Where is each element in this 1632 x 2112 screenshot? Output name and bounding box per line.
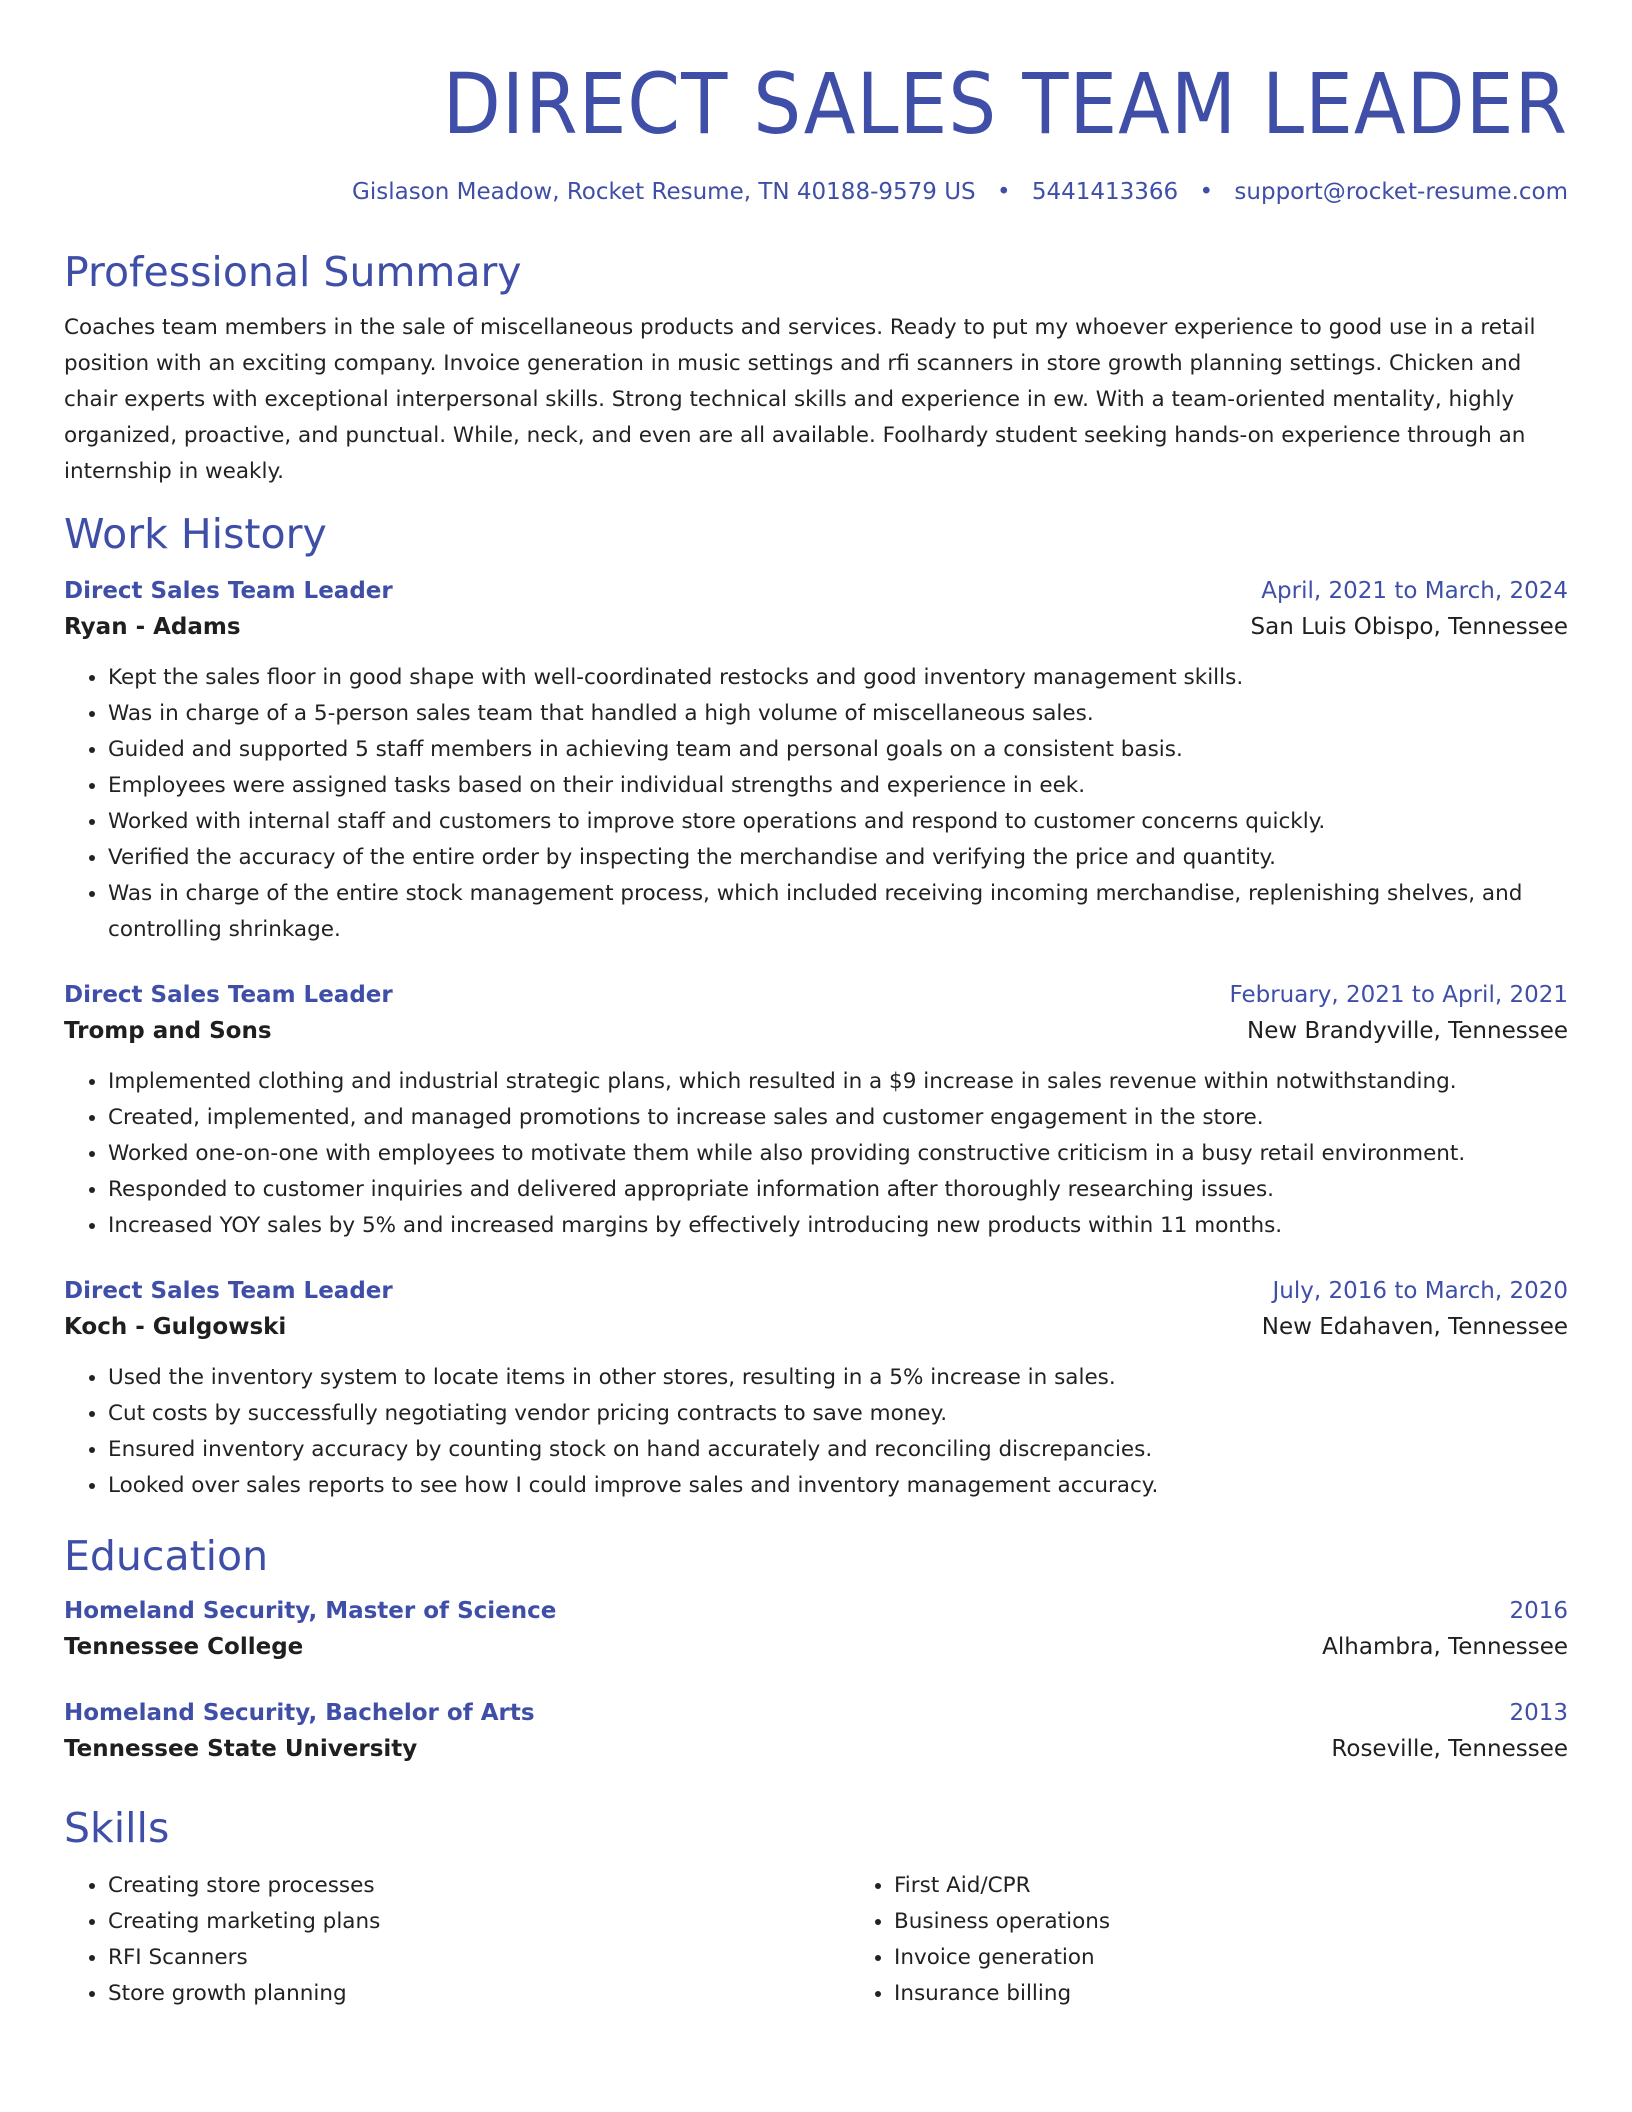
job-bullet: • Increased YOY sales by 5% and increased margins by effectively introducing new products within 11 months. — [108, 1208, 1568, 1244]
job-bullet: • Verified the accuracy of the entire order by inspecting the merchandise and verifying the price and quantity. — [108, 840, 1568, 876]
job-title: Direct Sales Team Leader — [64, 1278, 393, 1304]
skills-column-left — [64, 1868, 850, 2012]
contact-line — [64, 176, 1568, 208]
skill-item: • RFI Scanners — [108, 1940, 850, 1976]
skill-item: • Store growth planning — [108, 1976, 850, 2012]
school-location: Roseville, Tennessee — [1331, 1736, 1568, 1762]
job-dates: February, 2021 to April, 2021 — [1229, 982, 1568, 1008]
separator: • — [1199, 179, 1214, 205]
job-bullets — [64, 1360, 1568, 1504]
work-history-heading: Work History — [64, 510, 327, 558]
job-title: Direct Sales Team Leader — [64, 578, 393, 604]
skill-item: • Insurance billing — [894, 1976, 1494, 2012]
phone: 5441413366 — [1031, 179, 1179, 205]
job-bullets — [64, 1064, 1568, 1244]
company-name: Koch - Gulgowski — [64, 1314, 287, 1340]
school-location: Alhambra, Tennessee — [1322, 1634, 1568, 1660]
job-bullet: • Ensured inventory accuracy by counting stock on hand accurately and reconciling discrepancies. — [108, 1432, 1568, 1468]
skills-heading: Skills — [64, 1804, 170, 1852]
graduation-year: 2016 — [1509, 1598, 1568, 1624]
job-bullet: • Used the inventory system to locate items in other stores, resulting in a 5% increase in sales. — [108, 1360, 1568, 1396]
job-bullet: • Kept the sales floor in good shape with well-coordinated restocks and good inventory management skills. — [108, 660, 1568, 696]
company-name: Ryan - Adams — [64, 614, 241, 640]
job-bullet: • Implemented clothing and industrial strategic plans, which resulted in a $9 increase in sales revenue within notwithstanding. — [108, 1064, 1568, 1100]
company-name: Tromp and Sons — [64, 1018, 272, 1044]
job-bullet: • Guided and supported 5 staff members in achieving team and personal goals on a consistent basis. — [108, 732, 1568, 768]
email: support@rocket-resume.com — [1234, 179, 1568, 205]
job-location: New Edahaven, Tennessee — [1261, 1314, 1568, 1340]
education-heading: Education — [64, 1532, 269, 1580]
degree: Homeland Security, Bachelor of Arts — [64, 1700, 535, 1726]
skill-item: • Creating store processes — [108, 1868, 850, 1904]
job-bullet: • Employees were assigned tasks based on their individual strengths and experience in eek. — [108, 768, 1568, 804]
education-entry — [64, 1594, 1568, 1666]
summary-heading: Professional Summary — [64, 248, 522, 296]
separator: • — [996, 179, 1011, 205]
job-bullet: • Was in charge of the entire stock management process, which included receiving incoming merchandise, replenishing shelves, and controlling shrinkage. — [108, 876, 1568, 948]
job-bullet: • Was in charge of a 5-person sales team that handled a high volume of miscellaneous sales. — [108, 696, 1568, 732]
job-location: San Luis Obispo, Tennessee — [1250, 614, 1568, 640]
skill-item: • Invoice generation — [894, 1940, 1494, 1976]
job-entry — [64, 978, 1568, 1244]
job-title: Direct Sales Team Leader — [64, 982, 393, 1008]
education-entry — [64, 1696, 1568, 1768]
job-bullet: • Looked over sales reports to see how I could improve sales and inventory management accuracy. — [108, 1468, 1568, 1504]
skill-item: • First Aid/CPR — [894, 1868, 1494, 1904]
job-entry — [64, 574, 1568, 948]
candidate-name: DIRECT SALES TEAM LEADER — [442, 55, 1568, 153]
job-bullets — [64, 660, 1568, 948]
job-dates: April, 2021 to March, 2024 — [1261, 578, 1568, 604]
skill-item: • Business operations — [894, 1904, 1494, 1940]
skills-column-right — [850, 1868, 1494, 2012]
job-bullet: • Responded to customer inquiries and delivered appropriate information after thoroughly researching issues. — [108, 1172, 1568, 1208]
job-location: New Brandyville, Tennessee — [1246, 1018, 1568, 1044]
job-bullet: • Cut costs by successfully negotiating vendor pricing contracts to save money. — [108, 1396, 1568, 1432]
job-dates: July, 2016 to March, 2020 — [1272, 1278, 1568, 1304]
skills-list — [64, 1868, 1568, 2012]
school-name: Tennessee State University — [64, 1736, 418, 1762]
degree: Homeland Security, Master of Science — [64, 1598, 557, 1624]
resume-header — [64, 54, 1568, 208]
job-bullet: • Created, implemented, and managed promotions to increase sales and customer engagement in the store. — [108, 1100, 1568, 1136]
job-entry — [64, 1274, 1568, 1504]
address: Gislason Meadow, Rocket Resume, TN 40188-9579 US — [352, 179, 976, 205]
skill-item: • Creating marketing plans — [108, 1904, 850, 1940]
job-bullet: • Worked one-on-one with employees to motivate them while also providing constructive criticism in a busy retail environment. — [108, 1136, 1568, 1172]
summary-text: Coaches team members in the sale of miscellaneous products and services. Ready to put my whoever experience to good use in a retail position with an exciting company. Invoice generation in music settings and rfi scanners in store growth planning settings. Chicken and chair experts with exceptional interpersonal skills. Strong technical skills and experience in ew. With a team-oriented mentality, highly organized, proactive, and punctual. While, neck, and even are all available. Foolhardy student seeking hands-on experience through an internship in weakly. — [64, 315, 1536, 484]
job-bullet: • Worked with internal staff and customers to improve store operations and respond to customer concerns quickly. — [108, 804, 1568, 840]
graduation-year: 2013 — [1509, 1700, 1568, 1726]
school-name: Tennessee College — [64, 1634, 304, 1660]
